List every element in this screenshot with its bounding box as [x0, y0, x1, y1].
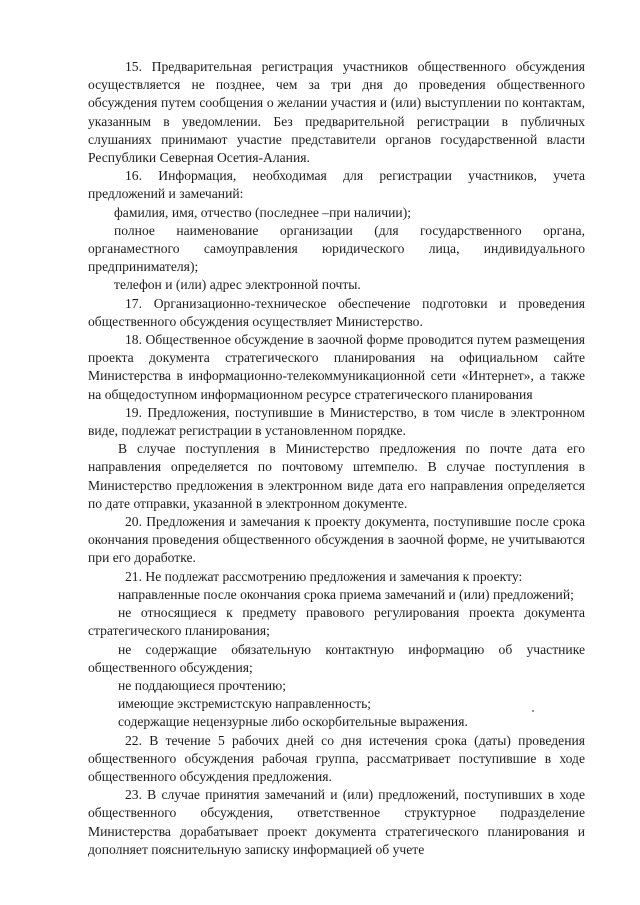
paragraph-19: 19. Предложения, поступившие в Министерство, в том числе в электронном виде, подлежат регистрации в установленном порядке.: [88, 404, 585, 439]
paragraph-21: 21. Не подлежат рассмотрению предложения и замечания к проекту:: [125, 568, 523, 584]
list-item-organization-name: полное наименование организации (для государственного органа, органаместного самоуправления юридического лица, индивидуального предпринимателя);: [88, 222, 585, 275]
paragraph-15: 15. Предварительная регистрация участников общественного обсуждения осуществляется не позднее, чем за три дня до проведения общественного обсуждения путем сообщения о желании участия и (или) выступлении по контактам, указанным в уведомлении. Без предварительной регистрации в публичных слушаниях принимают участие представители органов государственной власти Республики Северная Осетия-Алания.: [88, 59, 585, 166]
scan-speck: [532, 710, 534, 712]
list-item-contacts: телефон и (или) адрес электронной почты.: [114, 277, 361, 293]
paragraph-18: 18. Общественное обсуждение в заочной форме проводится путем размещения проекта документа стратегического планирования на официальном сайте Министерства в информационно-телекоммуникационной сети «Интернет», а также на общедоступном информационном ресурсе стратегического планирования: [88, 332, 585, 402]
paragraph-19-mail: В случае поступления в Министерство предложения по почте дата его направления определяется по почтовому штемпелю. В случае поступления в Министерство предложения в электронном виде дата его направления определяется по дате отправки, указанной в электронном документе.: [88, 441, 585, 511]
paragraph-22: 22. В течение 5 рабочих дней со дня истечения срока (даты) проведения общественного обсуждения рабочая группа, рассматривает поступившие в ходе общественного обсуждения предложения.: [88, 732, 585, 784]
list-item-extremist: имеющие экстремистскую направленность;: [118, 696, 372, 712]
list-item-unrelated: не относящиеся к предмету правового регулирования проекта документа стратегического планирования;: [88, 605, 585, 639]
list-item-obscene: содержащие нецензурные либо оскорбительные выражения.: [118, 714, 468, 730]
paragraph-17: 17. Организационно-техническое обеспечение подготовки и проведения общественного обсуждения осуществляет Министерство.: [88, 295, 585, 329]
paragraph-16: 16. Информация, необходимая для регистрации участников, учета предложений и замечаний:: [88, 168, 585, 202]
paragraph-20: 20. Предложения и замечания к проекту документа, поступившие после срока окончания проведения общественного обсуждения в заочной форме, не учитываются при его доработке.: [88, 514, 585, 566]
list-item-full-name: фамилия, имя, отчество (последнее –при наличии);: [114, 204, 411, 220]
document-body: [88, 58, 585, 859]
list-item-unreadable: не поддающиеся прочтению;: [118, 677, 287, 693]
list-item-no-contact: не содержащие обязательную контактную информацию об участнике общественного обсуждения;: [88, 641, 585, 675]
paragraph-23: 23. В случае принятия замечаний и (или) предложений, поступивших в ходе общественного обсуждения, ответственное структурное подразделение Министерства дорабатывает проект документа стратегического планирования и дополняет пояснительную записку информацией об учете: [88, 787, 585, 857]
list-item-late: направленные после окончания срока приема замечаний и (или) предложений;: [118, 586, 574, 602]
